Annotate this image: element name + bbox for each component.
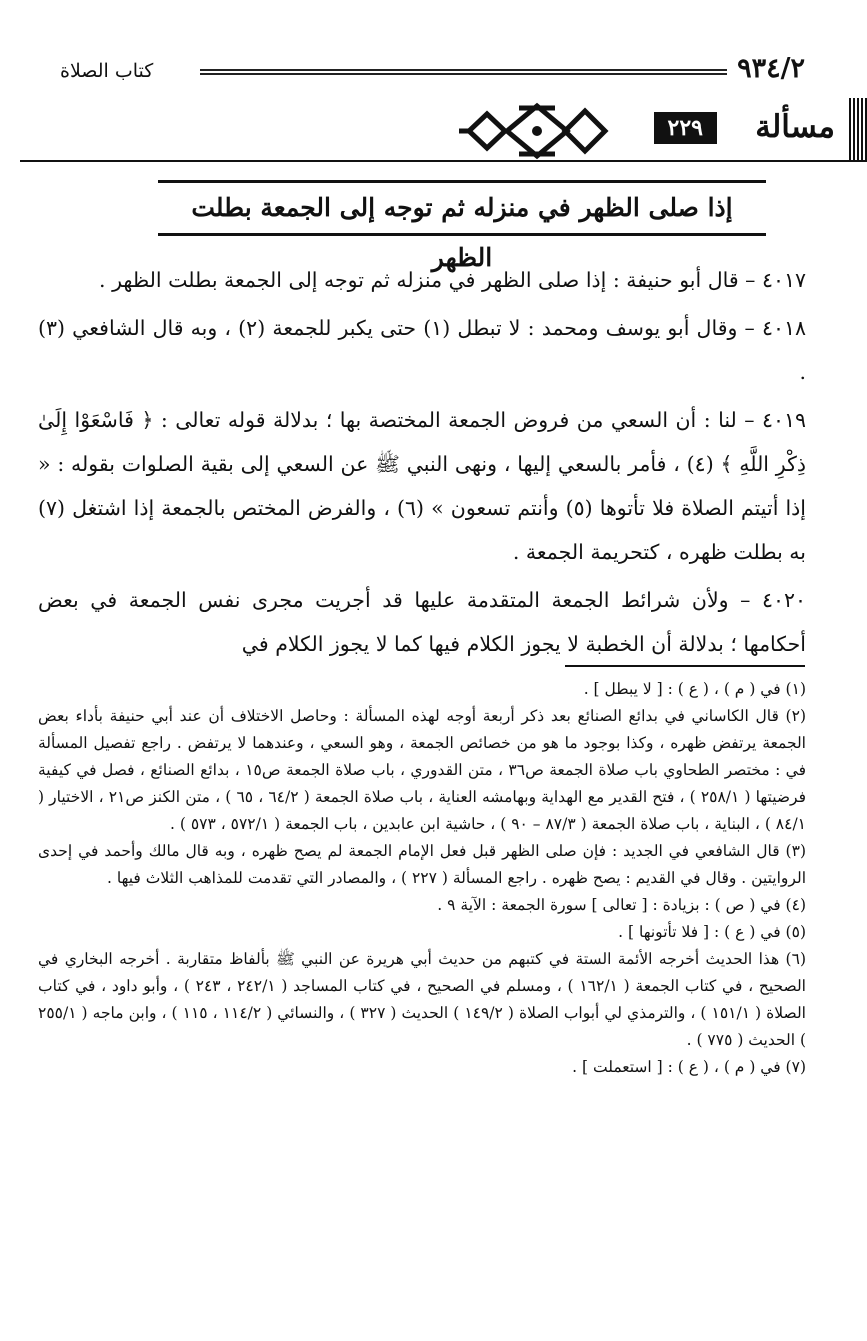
footnote: (٢) قال الكاساني في بدائع الصنائع بعد ذكر أربعة أوجه لهذه المسألة : وحاصل الاختلاف أن عند أبي حنيفة بأداء بعض الجمعة يرتفض ظهره ، وكذا بوجود ما هو من خصائص الجمعة ، وهو السعي ، وعندهما لا يرتفض . راجع تفصيل المسألة في : مختصر الطحاوي باب صلاة الجمعة ص٣٦ ، متن القدوري ، باب صلاة الجمعة ص١٥ ، بدائع الصنائع ، فصل في كيفية فرضيتها ( ٢٥٨/١ ) ، فتح القدير مع الهداية وبهامشه العناية ، باب صلاة الجمعة ( ٦٤/٢ ، ٦٥ ) ، متن الكنز ص٢١ ، الاختيار ( ٨٤/١ ) ، البناية ، باب صلاة الجمعة ( ٨٧/٣ – ٩٠ ) ، حاشية ابن عابدين ، باب الجمعة ( ٥٧٢/١ ، ٥٧٣ ) .	[38, 707, 806, 833]
page-number: ٩٣٤/٢	[737, 53, 805, 84]
running-header	[60, 52, 805, 92]
footnote: (٥) في ( ع ) : [ فلا تأتونها ] .	[618, 923, 806, 941]
issue-bars-ornament	[849, 98, 867, 160]
footnote: (٧) في ( م ) ، ( ع ) : [ استعملت ] .	[572, 1058, 806, 1076]
paragraph: ٤٠١٩ – لنا : أن السعي من فروض الجمعة المختصة بها ؛ بدلالة قوله تعالى : ﴿ فَاسْعَوْا إِلَىٰ ذِكْرِ اللَّهِ ﴾ (٤) ، فأمر بالسعي إليها ، ونهى النبي ﷺ عن السعي إلى بقية الصلوات بقوله : « إذا أتيتم الصلاة فلا تأتوها (٥) وأنتم تسعون » (٦) ، والفرض المختص بالجمعة إذا اشتغل (٧) به بطلت ظهره ، كتحريمة الجمعة .	[38, 408, 807, 564]
issue-number: ٢٢٩	[654, 112, 717, 144]
footnote: (٤) في ( ص ) : بزيادة : [ تعالى ] سورة الجمعة : الآية ٩ .	[437, 896, 806, 914]
footnote: (٣) قال الشافعي في الجديد : فإن صلى الظهر قبل فعل الإمام الجمعة لم يصح ظهره ، وبه قال مالك وأحمد في إحدى الروايتين . وقال في القديم : يصح ظهره . راجع المسألة ( ٢٢٧ ) ، والمصادر التي تقدمت للمذاهب الثلاث فيها .	[38, 842, 806, 887]
footnote: (٦) هذا الحديث أخرجه الأئمة الستة في كتبهم من حديث أبي هريرة عن النبي ﷺ بألفاظ متقاربة . أخرجه البخاري في الصحيح ، في كتاب الجمعة ( ١٦٢/١ ) ، ومسلم في الصحيح ، في كتاب المساجد ( ٢٤٢/١ ، ٢٤٣ ) ، وأبو داود ، في كتاب الصلاة ( ١٥١/١ ) ، والترمذي لي أبواب الصلاة ( ١٤٩/٢ ) الحديث ( ٣٢٧ ) ، والنسائي ( ١١٤/٢ ، ١١٥ ) ، وابن ماجه ( ٢٥٥/١ ) الحديث ( ٧٧٥ ) .	[38, 950, 806, 1049]
paragraph: ٤٠١٨ – وقال أبو يوسف ومحمد : لا تبطل (١) حتى يكبر للجمعة (٢) ، وبه قال الشافعي (٣) .	[38, 316, 806, 384]
paragraph: ٤٠١٧ – قال أبو حنيفة : إذا صلى الظهر في منزله ثم توجه إلى الجمعة بطلت الظهر .	[99, 268, 806, 292]
issue-label: مسألة	[755, 109, 835, 145]
geometric-ornament-icon	[457, 98, 617, 164]
main-text	[38, 258, 806, 670]
footnote: (١) في ( م ) ، ( ع ) : [ لا يبطل ] .	[583, 680, 806, 698]
issue-heading	[20, 98, 867, 166]
footnotes	[38, 676, 806, 1081]
footnote-separator	[565, 665, 805, 667]
book-title: كتاب الصلاة	[60, 60, 154, 82]
issue-rule	[20, 160, 867, 162]
paragraph: ٤٠٢٠ – ولأن شرائط الجمعة المتقدمة عليها قد أجريت مجرى نفس الجمعة في بعض أحكامها ؛ بدلالة أن الخطبة لا يجوز الكلام فيها كما لا يجوز الكلام في	[38, 588, 806, 656]
section-title: إذا صلى الظهر في منزله ثم توجه إلى الجمعة بطلت الظهر	[158, 180, 766, 236]
header-rule	[200, 69, 727, 75]
